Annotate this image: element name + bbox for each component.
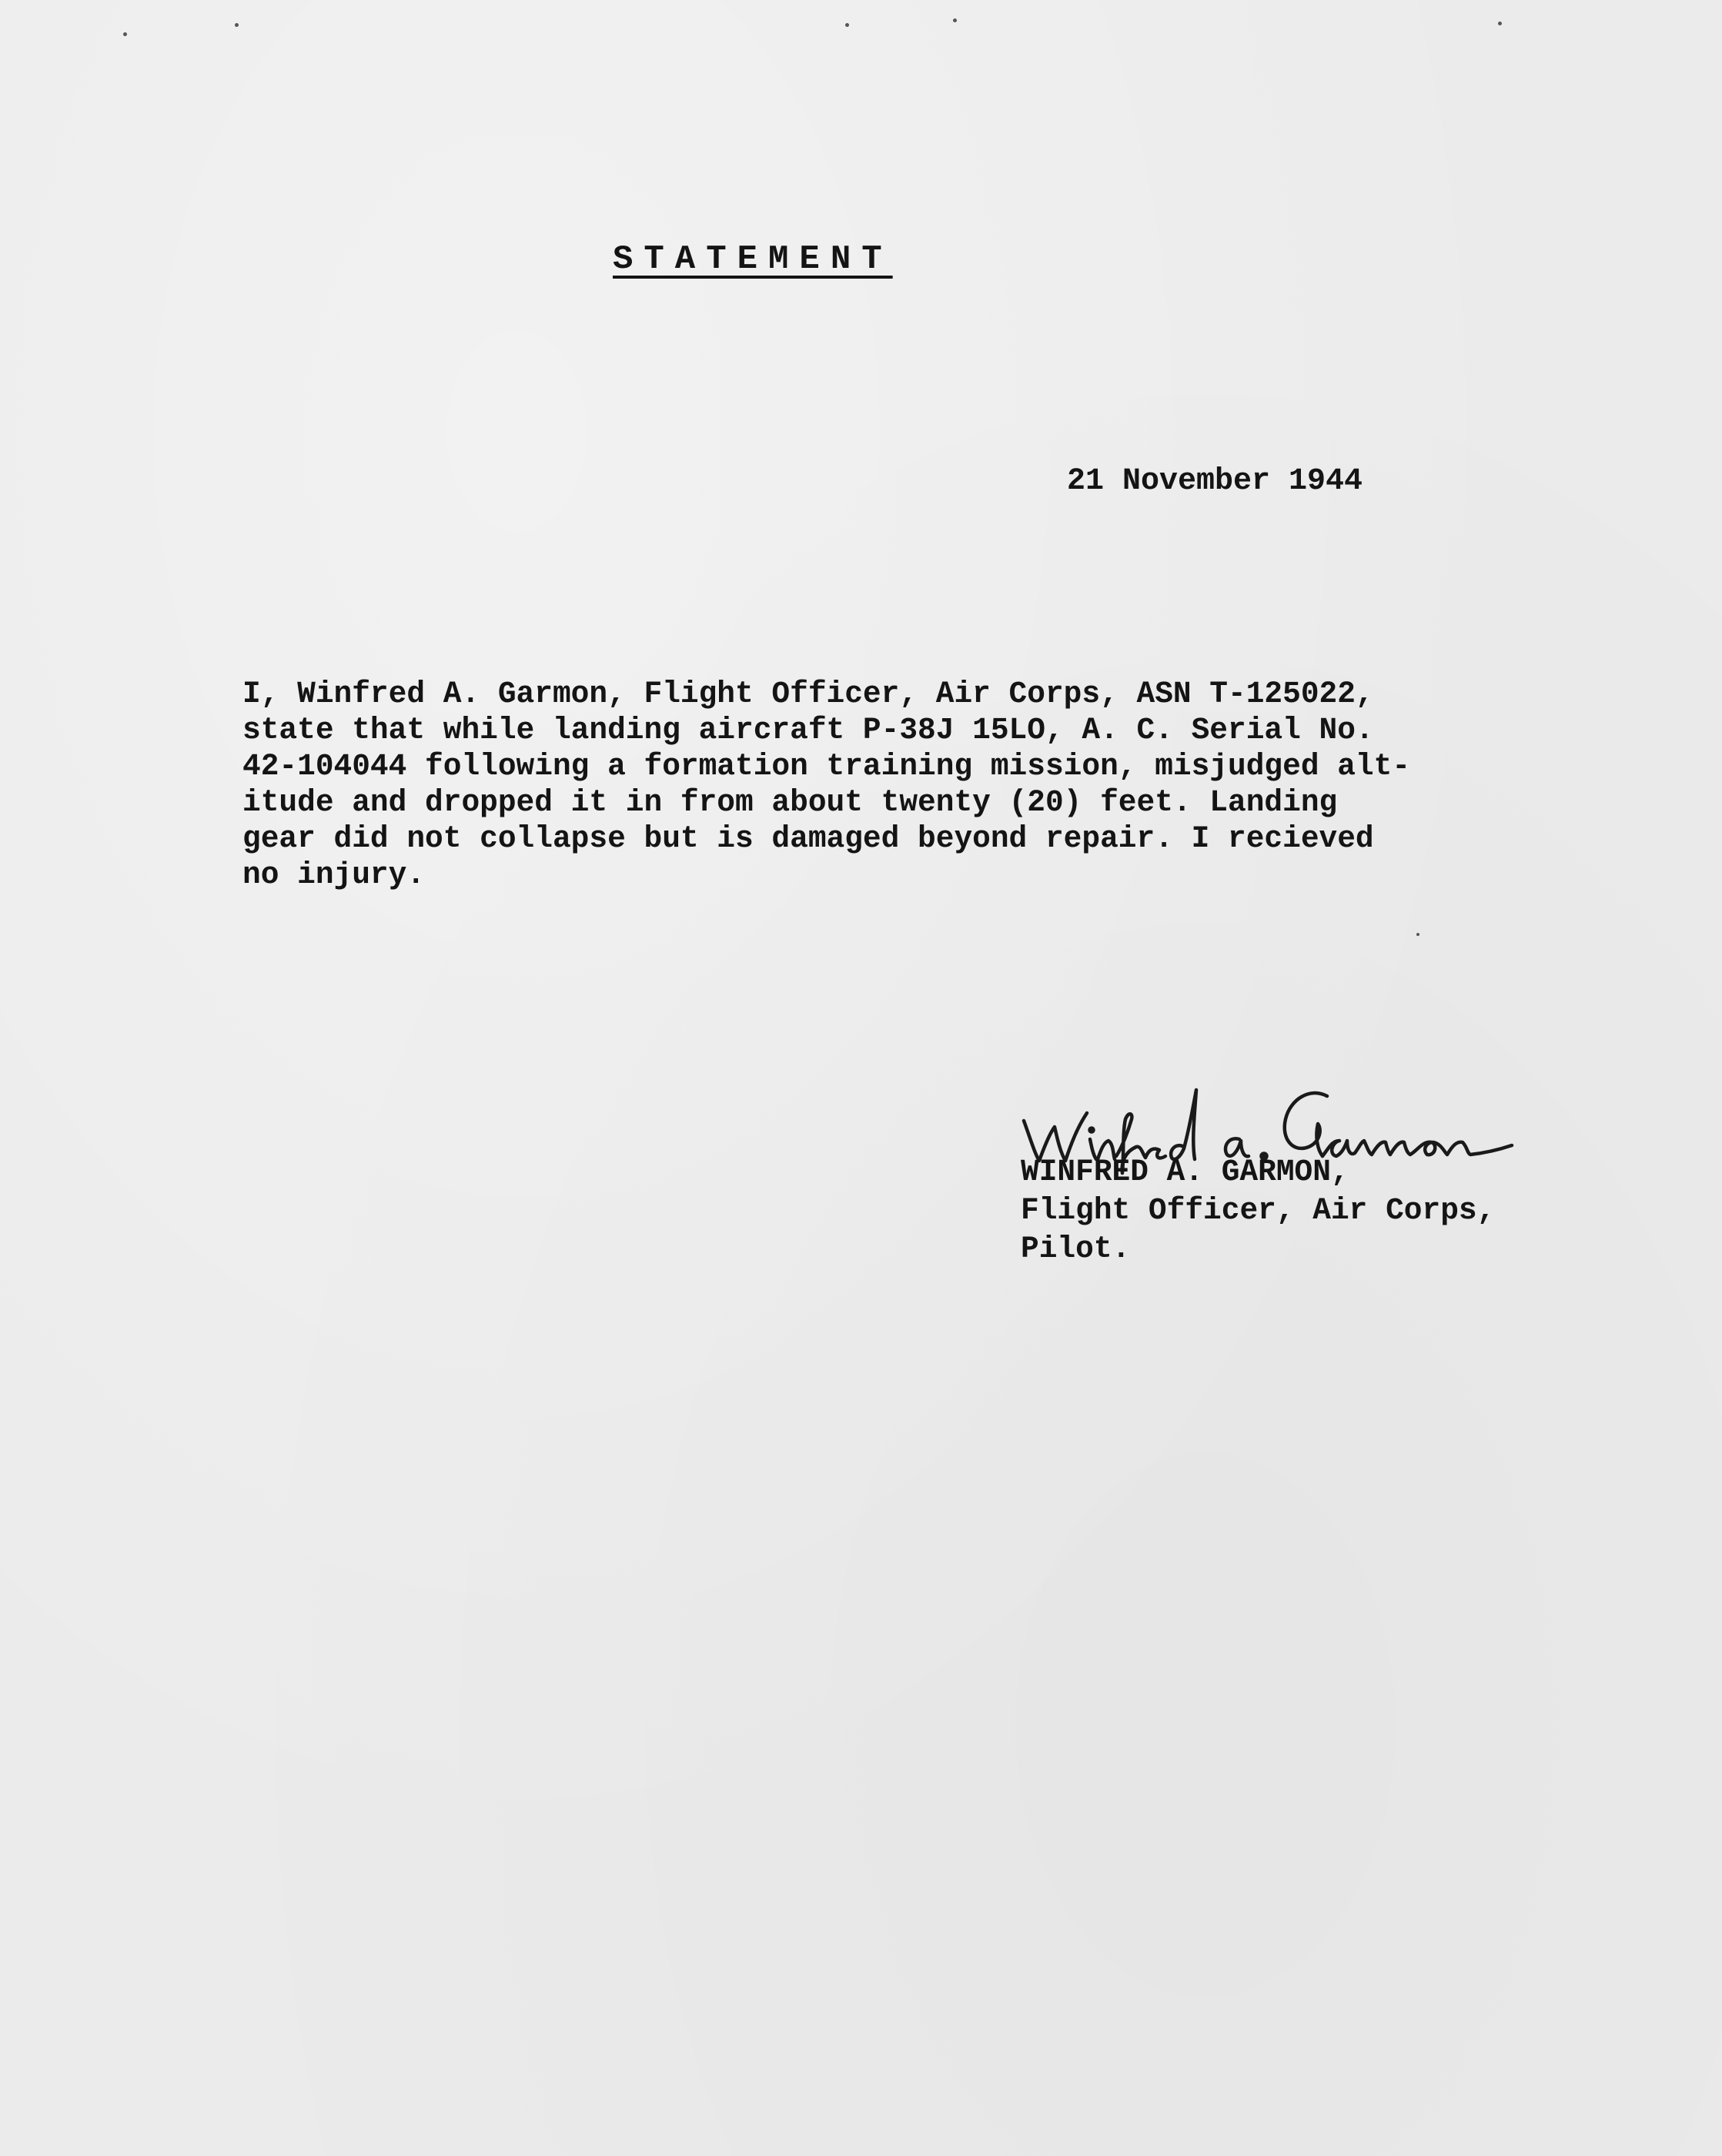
scan-speck [953,18,957,22]
scan-speck [235,23,239,27]
document-title: STATEMENT [613,240,893,279]
statement-line: no injury. [242,857,426,892]
statement-line: state that while landing aircraft P-38J 15LO, A. C. Serial No. [242,713,1374,747]
scan-speck [123,32,127,36]
statement-line: I, Winfred A. Garmon, Flight Officer, Air Corps, ASN T-125022, [242,677,1374,711]
signatory-role: Pilot. [1021,1232,1131,1266]
scan-speck [1498,22,1502,25]
scan-speck [845,23,849,27]
document-date: 21 November 1944 [1067,464,1363,499]
signatory-rank: Flight Officer, Air Corps, [1021,1193,1496,1228]
statement-line: gear did not collapse but is damaged beyond repair. I recieved [242,821,1374,856]
statement-line: 42-104044 following a formation training mission, misjudged alt- [242,749,1411,784]
statement-body [242,676,1410,893]
statement-line: itude and dropped it in from about twenty (20) feet. Landing [242,785,1338,820]
scan-speck [1416,933,1419,936]
signature-block [1021,1153,1495,1269]
signatory-name: WINFRED A. GARMON, [1021,1155,1349,1189]
